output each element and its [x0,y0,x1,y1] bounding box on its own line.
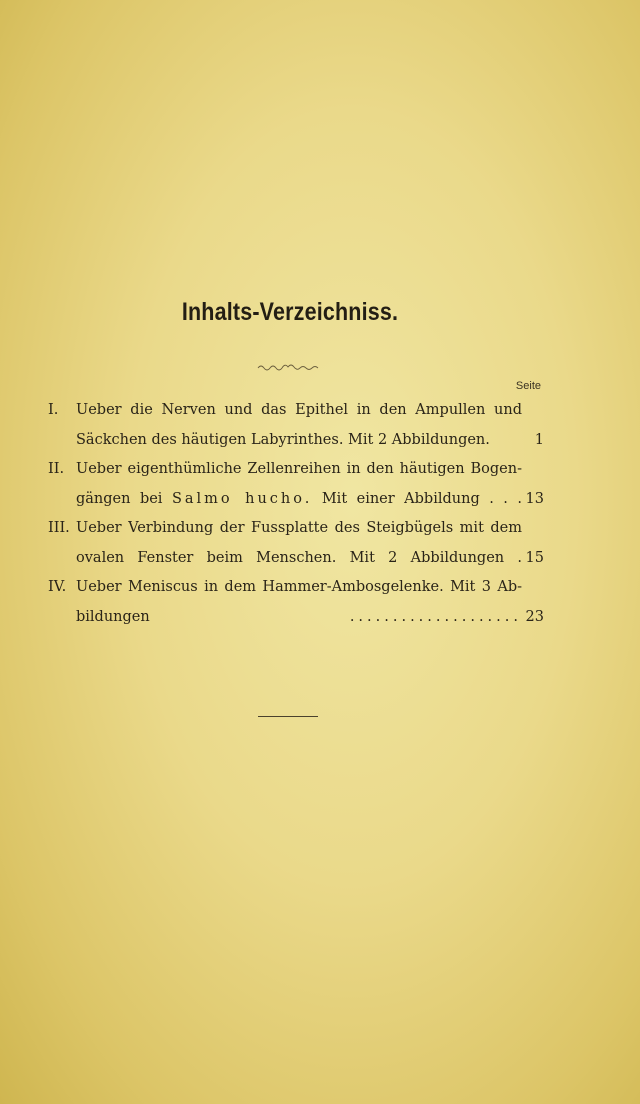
toc-entry [48,514,544,573]
entry-title-line [76,485,522,515]
table-of-contents [48,396,544,632]
entry-title-line: Ueber Meniscus in dem Hammer-Ambosgelenke. Mit 3 Ab- [76,579,522,595]
toc-line [48,426,544,456]
entry-page-number: 13 [525,490,544,507]
toc-line [48,455,544,485]
entry-page-number: 1 [534,431,544,448]
entry-number: II. [48,461,65,477]
toc-line [48,544,544,574]
entry-title-line: Ueber die Nerven und das Epithel in den Ampullen und [76,402,522,418]
entry-text-prefix: gängen bei [76,490,163,507]
page-title: Inhalts-Verzeichniss. [181,298,399,326]
toc-line [48,603,544,633]
leader-dots: . [517,549,522,566]
toc-entry [48,573,544,632]
entry-page-number: 23 [525,608,544,625]
closing-rule [258,716,318,717]
page-column-label: Seite [515,380,541,392]
species-name: Salmo hucho. [171,490,313,507]
entry-title-line: Ueber Verbindung der Fussplatte des Steigbügels mit dem [76,520,522,536]
entry-text: ovalen Fenster beim Menschen. Mit 2 Abbildungen [76,549,505,566]
leader-dots: .................... [349,608,522,625]
entry-title-line [76,544,522,574]
entry-number: I. [48,402,59,418]
entry-number: IV. [48,579,67,595]
toc-line [48,485,544,515]
entry-number: III. [48,520,70,536]
entry-title-line: Säckchen des häutigen Labyrinthes. Mit 2 Abbildungen. [76,431,490,448]
entry-page-number: 15 [525,549,544,566]
toc-entry [48,455,544,514]
entry-text-suffix: Mit einer Abbildung . . . [321,490,522,507]
toc-line [48,514,544,544]
entry-text: bildungen [76,608,150,625]
entry-title-line [76,603,522,633]
toc-line [48,396,544,426]
entry-title-line: Ueber eigenthümliche Zellenreihen in den häutigen Bogen- [76,461,522,477]
toc-entry [48,396,544,455]
toc-line [48,573,544,603]
wavy-ornament-icon [256,362,320,372]
